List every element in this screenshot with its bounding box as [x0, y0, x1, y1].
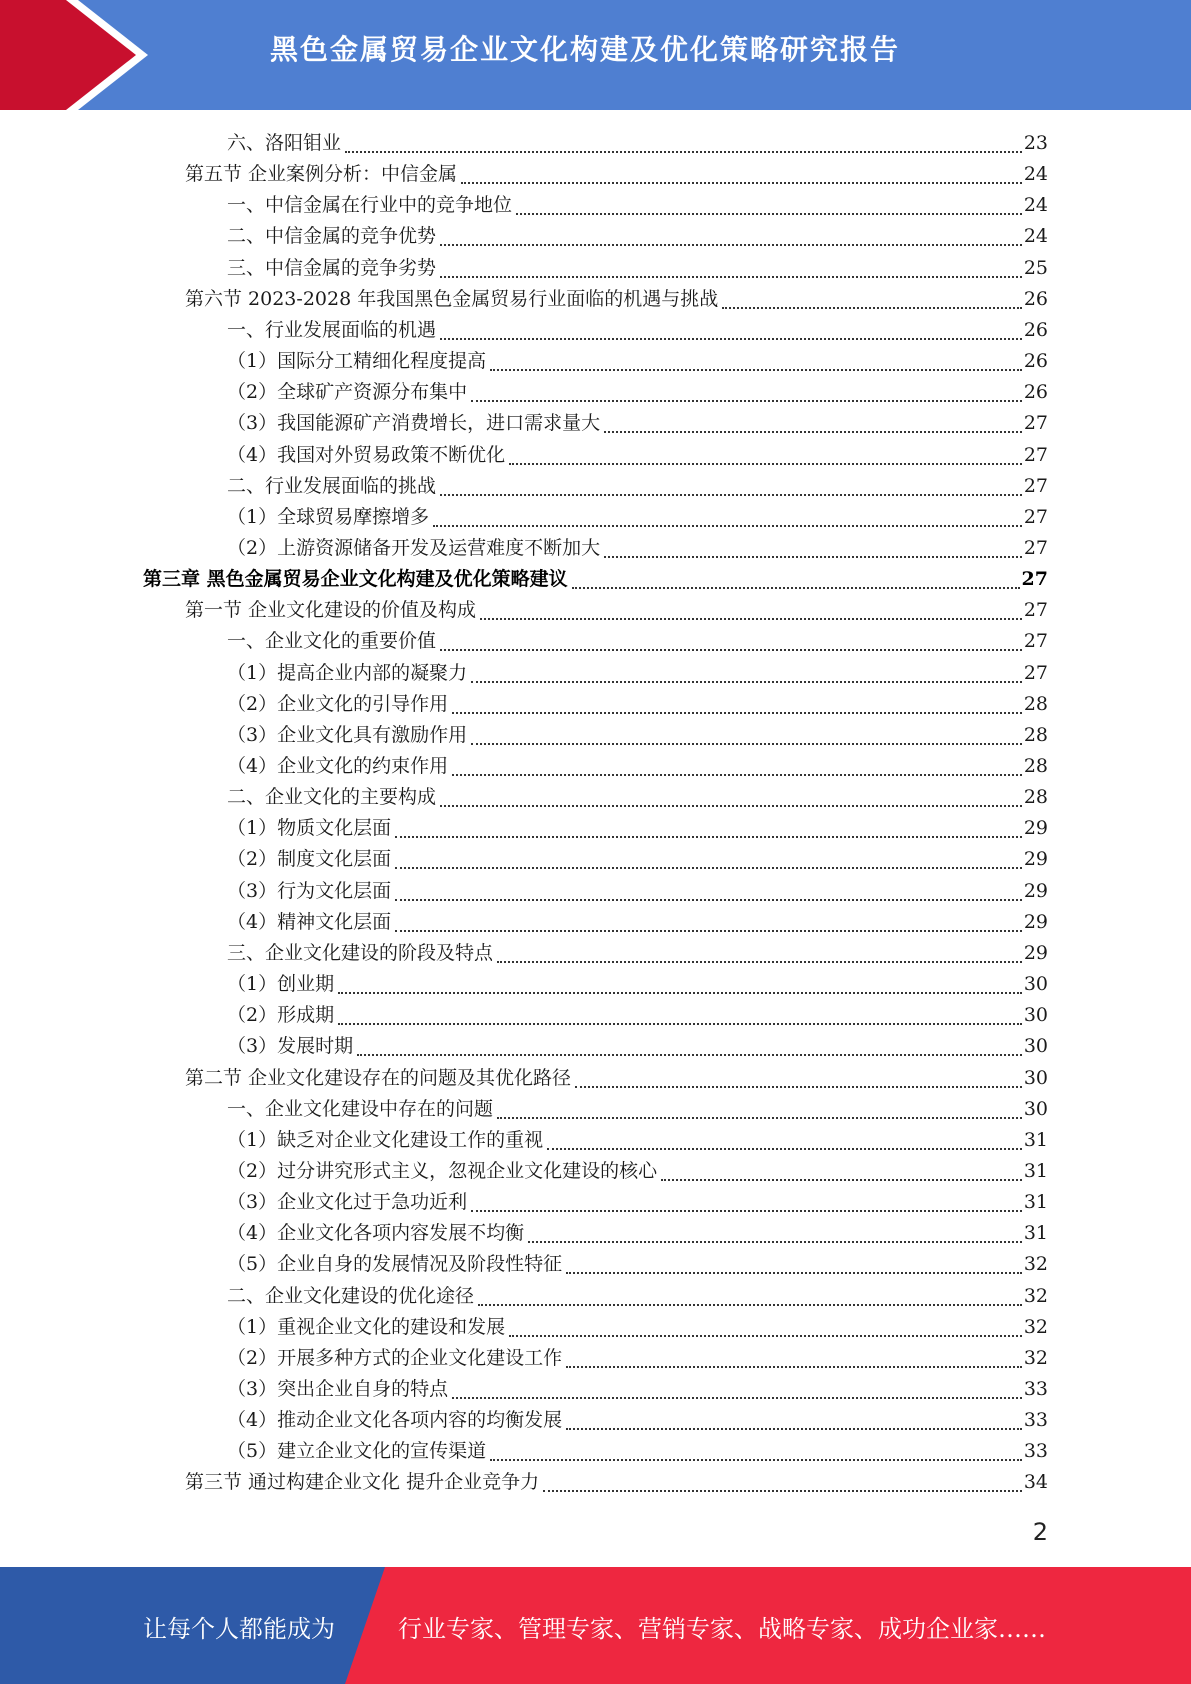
- toc-entry-title: （3）发展时期: [227, 1035, 354, 1058]
- toc-leader-dots: [440, 338, 1022, 340]
- toc-entry[interactable]: [227, 938, 1048, 969]
- toc-entry-title: （4）精神文化层面: [227, 910, 392, 933]
- toc-leader-dots: [345, 151, 1022, 153]
- toc-leader-dots: [547, 1148, 1022, 1150]
- toc-entry-title: 一、行业发展面临的机遇: [227, 318, 437, 341]
- toc-entry-page: 26: [1023, 381, 1048, 404]
- toc-entry[interactable]: [185, 595, 1048, 626]
- toc-entry-page: 27: [1021, 568, 1048, 591]
- toc-entry[interactable]: [227, 1343, 1048, 1374]
- toc-leader-dots: [433, 525, 1022, 527]
- toc-entry-page: 30: [1023, 973, 1048, 996]
- toc-entry-page: 27: [1023, 599, 1048, 622]
- toc-entry-title: （4）推动企业文化各项内容的均衡发展: [227, 1409, 563, 1432]
- toc-entry-page: 26: [1023, 287, 1048, 310]
- toc-entry[interactable]: [227, 253, 1048, 284]
- toc-entry-title: （1）全球贸易摩擦增多: [227, 505, 430, 528]
- toc-entry[interactable]: [227, 408, 1048, 439]
- toc-entry-page: 33: [1023, 1440, 1048, 1463]
- toc-leader-dots: [722, 307, 1022, 309]
- toc-entry[interactable]: [227, 1249, 1048, 1280]
- toc-leader-dots: [452, 1397, 1022, 1399]
- toc-entry-title: 一、企业文化的重要价值: [227, 630, 437, 653]
- toc-entry-page: 28: [1023, 692, 1048, 715]
- toc-entry[interactable]: [227, 720, 1048, 751]
- toc-entry-page: 26: [1023, 350, 1048, 373]
- toc-entry-page: 32: [1023, 1253, 1048, 1276]
- toc-leader-dots: [497, 961, 1022, 963]
- toc-leader-dots: [516, 213, 1022, 215]
- toc-entry-page: 32: [1023, 1346, 1048, 1369]
- toc-entry-title: 一、中信金属在行业中的竞争地位: [227, 194, 513, 217]
- toc-entry-title: （5）建立企业文化的宣传渠道: [227, 1440, 487, 1463]
- toc-entry[interactable]: [227, 1405, 1048, 1436]
- toc-leader-dots: [566, 1272, 1022, 1274]
- toc-entry-page: 24: [1023, 225, 1048, 248]
- toc-entry-title: （2）制度文化层面: [227, 848, 392, 871]
- toc-leader-dots: [440, 244, 1022, 246]
- page-number: 2: [1032, 1518, 1048, 1546]
- toc-leader-dots: [604, 556, 1022, 558]
- toc-entry-title: （1）创业期: [227, 973, 335, 996]
- toc-entry-title: （2）形成期: [227, 1004, 335, 1027]
- toc-entry[interactable]: [227, 876, 1048, 907]
- toc-entry[interactable]: [227, 1436, 1048, 1467]
- toc-entry-title: 第五节 企业案例分析：中信金属: [185, 163, 458, 186]
- toc-entry-title: （2）全球矿产资源分布集中: [227, 381, 468, 404]
- toc-entry-title: （1）重视企业文化的建设和发展: [227, 1315, 506, 1338]
- toc-entry-title: （3）突出企业自身的特点: [227, 1378, 449, 1400]
- toc-entry-title: 三、企业文化建设的阶段及特点: [227, 941, 494, 964]
- toc-entry-page: 29: [1023, 910, 1048, 933]
- toc-entry-title: （3）行为文化层面: [227, 879, 392, 902]
- footer-slogan-right: 行业专家、管理专家、营销专家、战略专家、成功企业家……: [398, 1615, 1046, 1643]
- toc-entry-title: （4）企业文化的约束作用: [227, 755, 449, 777]
- toc-entry-page: 27: [1023, 505, 1048, 528]
- toc-entry[interactable]: [227, 658, 1048, 689]
- toc-leader-dots: [490, 1459, 1022, 1461]
- toc-entry-title: 第六节 2023-2028 年我国黑色金属贸易行业面临的机遇与挑战: [185, 287, 719, 310]
- toc-entry[interactable]: [227, 1031, 1048, 1062]
- toc-leader-dots: [471, 681, 1022, 683]
- toc-leader-dots: [497, 1117, 1022, 1119]
- toc-entry[interactable]: [227, 221, 1048, 252]
- toc-leader-dots: [528, 1241, 1022, 1243]
- toc-entry-title: 三、中信金属的竞争劣势: [227, 256, 437, 279]
- toc-entry[interactable]: [227, 502, 1048, 533]
- toc-entry-page: 33: [1023, 1378, 1048, 1400]
- toc-entry-title: （5）企业自身的发展情况及阶段性特征: [227, 1253, 563, 1276]
- toc-entry-title: （2）上游资源储备开发及运营难度不断加大: [227, 536, 601, 559]
- toc-leader-dots: [471, 743, 1022, 745]
- toc-leader-dots: [471, 400, 1022, 402]
- toc-entry-page: 29: [1023, 817, 1048, 840]
- toc-entry-page: 27: [1023, 630, 1048, 653]
- footer-slogan-left: 让每个人都能成为: [143, 1615, 335, 1643]
- toc-entry-page: 32: [1023, 1284, 1048, 1307]
- toc-entry[interactable]: [227, 315, 1048, 346]
- toc-leader-dots: [440, 805, 1022, 807]
- toc-leader-dots: [478, 1304, 1022, 1306]
- toc-entry[interactable]: [227, 1374, 1048, 1405]
- toc-entry[interactable]: [185, 1063, 1048, 1094]
- page-footer: [0, 1567, 1191, 1684]
- report-title: 黑色金属贸易企业文化构建及优化策略研究报告: [270, 33, 901, 66]
- toc-entry-page: 28: [1023, 723, 1048, 746]
- toc-leader-dots: [566, 1366, 1022, 1368]
- toc-entry-title: 六、洛阳钼业: [227, 132, 342, 154]
- toc-entry-page: 27: [1023, 412, 1048, 435]
- toc-entry-page: 25: [1023, 256, 1048, 279]
- toc-entry-title: 二、企业文化的主要构成: [227, 786, 437, 809]
- toc-entry-title: （1）国际分工精细化程度提高: [227, 350, 487, 373]
- toc-leader-dots: [509, 1335, 1022, 1337]
- toc-leader-dots: [357, 1054, 1022, 1056]
- toc-entry-title: 一、企业文化建设中存在的问题: [227, 1097, 494, 1120]
- toc-entry[interactable]: [227, 1125, 1048, 1156]
- toc-entry-title: （1）物质文化层面: [227, 817, 392, 840]
- toc-entry[interactable]: [227, 782, 1048, 813]
- toc-entry-title: 二、中信金属的竞争优势: [227, 225, 437, 248]
- toc-entry[interactable]: [227, 346, 1048, 377]
- toc-entry-page: 33: [1023, 1409, 1048, 1432]
- toc-entry-page: 34: [1023, 1471, 1048, 1494]
- toc-entry[interactable]: [227, 377, 1048, 408]
- toc-entry-title: （3）企业文化过于急功近利: [227, 1191, 468, 1214]
- toc-entry-title: （2）开展多种方式的企业文化建设工作: [227, 1346, 563, 1369]
- toc-entry-page: 24: [1023, 163, 1048, 186]
- toc-entry-page: 27: [1023, 661, 1048, 684]
- toc-leader-dots: [452, 712, 1022, 714]
- toc-entry[interactable]: [227, 1156, 1048, 1187]
- toc-entry-title: （3）企业文化具有激励作用: [227, 723, 468, 746]
- toc-entry-title: （4）企业文化各项内容发展不均衡: [227, 1222, 525, 1245]
- toc-leader-dots: [461, 182, 1022, 184]
- toc-entry-page: 32: [1023, 1315, 1048, 1338]
- toc-leader-dots: [543, 1490, 1022, 1492]
- toc-entry[interactable]: [227, 1312, 1048, 1343]
- toc-leader-dots: [480, 618, 1022, 620]
- toc-entry[interactable]: [227, 751, 1048, 782]
- toc-leader-dots: [471, 1210, 1022, 1212]
- toc-entry-page: 30: [1023, 1097, 1048, 1120]
- page-header: [0, 0, 1191, 110]
- toc-entry-title: 二、行业发展面临的挑战: [227, 474, 437, 497]
- toc-entry-page: 31: [1023, 1191, 1048, 1214]
- toc-entry-title: 第三节 通过构建企业文化 提升企业竞争力: [185, 1471, 540, 1494]
- toc-leader-dots: [490, 369, 1022, 371]
- toc-entry-page: 30: [1023, 1004, 1048, 1027]
- toc-entry[interactable]: [143, 564, 1048, 595]
- toc-entry-page: 27: [1023, 474, 1048, 497]
- toc-entry[interactable]: [185, 284, 1048, 315]
- toc-entry-page: 30: [1023, 1066, 1048, 1089]
- toc-leader-dots: [440, 649, 1022, 651]
- toc-entry-page: 29: [1023, 879, 1048, 902]
- toc-entry-page: 27: [1023, 443, 1048, 466]
- toc-leader-dots: [509, 463, 1022, 465]
- toc-leader-dots: [440, 276, 1022, 278]
- toc-entry-title: （4）我国对外贸易政策不断优化: [227, 443, 506, 466]
- toc-entry[interactable]: [227, 128, 1048, 159]
- toc-leader-dots: [395, 836, 1022, 838]
- toc-leader-dots: [395, 867, 1022, 869]
- toc-entry-page: 29: [1023, 848, 1048, 871]
- toc-entry-page: 28: [1023, 786, 1048, 809]
- toc-entry-title: （2）企业文化的引导作用: [227, 692, 449, 715]
- toc-entry-title: （2）过分讲究形式主义，忽视企业文化建设的核心: [227, 1159, 658, 1182]
- toc-entry-title: 第三章 黑色金属贸易企业文化构建及优化策略建议: [143, 568, 568, 591]
- toc-entry-page: 29: [1023, 941, 1048, 964]
- toc-leader-dots: [338, 992, 1022, 994]
- toc-entry[interactable]: [227, 844, 1048, 875]
- toc-entry-page: 23: [1023, 132, 1048, 154]
- toc-entry[interactable]: [227, 190, 1048, 221]
- toc-entry[interactable]: [227, 471, 1048, 502]
- toc-entry-page: 27: [1023, 536, 1048, 559]
- toc-entry-title: （3）我国能源矿产消费增长，进口需求量大: [227, 412, 601, 435]
- toc-leader-dots: [395, 930, 1022, 932]
- toc-leader-dots: [395, 899, 1022, 901]
- toc-entry-page: 24: [1023, 194, 1048, 217]
- toc-entry[interactable]: [227, 626, 1048, 657]
- toc-entry[interactable]: [227, 689, 1048, 720]
- toc-entry[interactable]: [227, 1218, 1048, 1249]
- toc-entry-page: 31: [1023, 1128, 1048, 1151]
- toc-entry[interactable]: [227, 440, 1048, 471]
- toc-entry-title: 二、企业文化建设的优化途径: [227, 1284, 475, 1307]
- toc-entry-page: 31: [1023, 1222, 1048, 1245]
- toc-entry[interactable]: [185, 1467, 1048, 1498]
- toc-entry[interactable]: [185, 159, 1048, 190]
- toc-entry-page: 30: [1023, 1035, 1048, 1058]
- toc-entry[interactable]: [227, 907, 1048, 938]
- toc-leader-dots: [572, 587, 1020, 589]
- toc-entry-page: 31: [1023, 1159, 1048, 1182]
- toc-leader-dots: [566, 1428, 1022, 1430]
- toc-leader-dots: [338, 1023, 1022, 1025]
- toc-entry[interactable]: [227, 533, 1048, 564]
- toc-entry[interactable]: [227, 1094, 1048, 1125]
- toc-entry[interactable]: [227, 1281, 1048, 1312]
- toc-entry-page: 26: [1023, 318, 1048, 341]
- toc-entry-title: 第二节 企业文化建设存在的问题及其优化路径: [185, 1066, 572, 1089]
- toc-entry-title: （1）缺乏对企业文化建设工作的重视: [227, 1128, 544, 1151]
- toc-entry[interactable]: [227, 1000, 1048, 1031]
- toc-entry-page: 28: [1023, 755, 1048, 777]
- toc-entry[interactable]: [227, 1187, 1048, 1218]
- toc-entry[interactable]: [227, 969, 1048, 1000]
- toc-entry-title: （1）提高企业内部的凝聚力: [227, 661, 468, 684]
- toc-leader-dots: [661, 1179, 1022, 1181]
- toc-leader-dots: [440, 494, 1022, 496]
- toc-leader-dots: [452, 774, 1022, 776]
- toc-entry-title: 第一节 企业文化建设的价值及构成: [185, 599, 477, 622]
- toc-entry[interactable]: [227, 813, 1048, 844]
- toc-leader-dots: [604, 431, 1022, 433]
- toc-leader-dots: [575, 1086, 1022, 1088]
